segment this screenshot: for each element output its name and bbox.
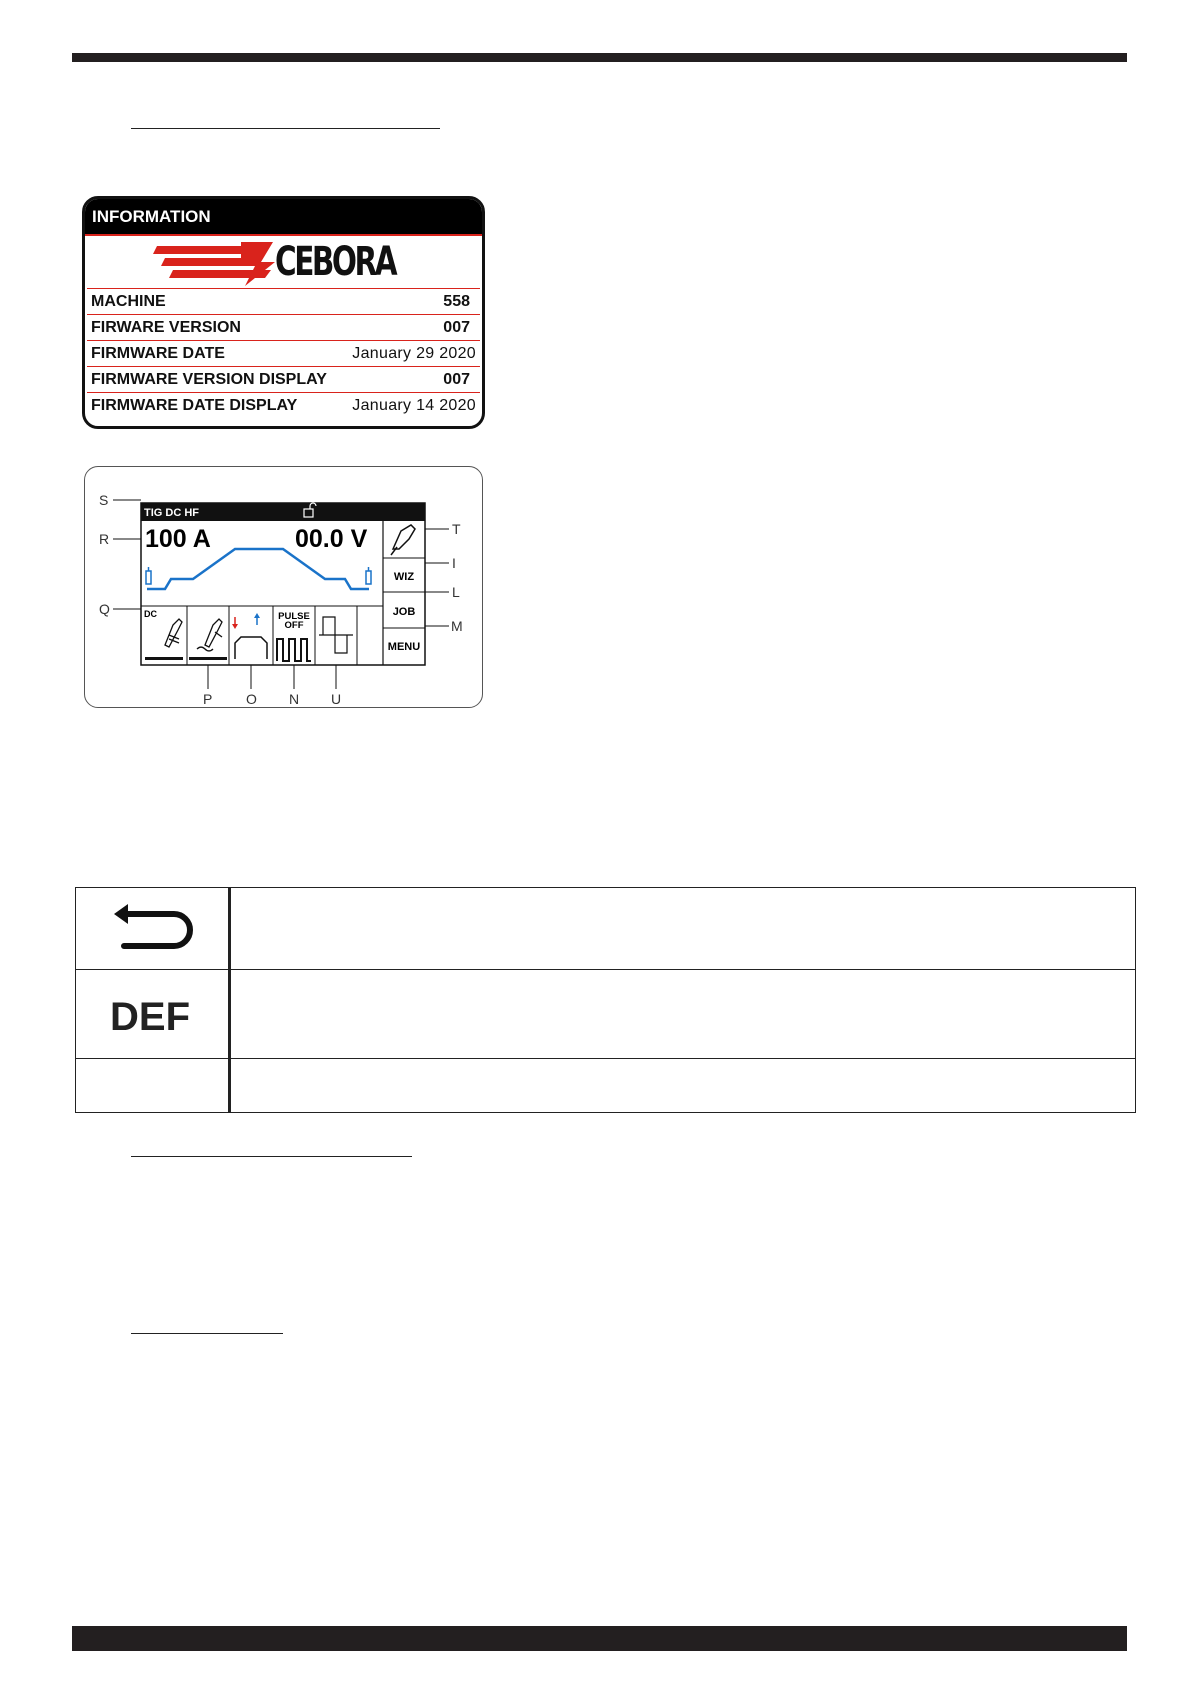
function-table (75, 887, 1136, 1113)
menu-button[interactable]: MENU (387, 641, 421, 653)
job-button[interactable]: JOB (392, 606, 416, 618)
info-row-firmware-date (87, 340, 480, 367)
info-row-firmware-date-display (87, 392, 480, 419)
logo-wordmark: CEBORA (275, 239, 396, 285)
lcd-mode-title: TIG DC HF (144, 507, 199, 519)
info-row-firmware-version (87, 314, 480, 341)
callout-s: S (99, 492, 109, 508)
pulse-off-label: OFF (284, 620, 304, 631)
information-panel (82, 196, 485, 429)
callout-p: P (203, 691, 213, 707)
callout-r: R (99, 531, 110, 547)
dc-label: DC (144, 609, 157, 619)
callout-i: I (452, 555, 456, 571)
callout-l: L (452, 584, 460, 600)
info-row-machine (87, 288, 480, 315)
callout-q: Q (99, 601, 110, 617)
info-row-firmware-version-display (87, 366, 480, 393)
row-value: 007 (443, 371, 470, 388)
row-label: FIRMWARE DATE DISPLAY (91, 397, 298, 414)
cebora-logo (85, 236, 482, 288)
lcd-diagram (85, 467, 484, 709)
row-divider (76, 1058, 1135, 1059)
voltage-readout: 00.0 V (295, 525, 368, 553)
wiz-button[interactable]: WIZ (393, 571, 415, 583)
callout-o: O (246, 691, 257, 707)
row-label: FIRMWARE DATE (91, 345, 225, 362)
back-arrow-icon[interactable] (112, 902, 196, 954)
row-value: 558 (443, 293, 470, 310)
callout-u: U (331, 691, 342, 707)
row-label: MACHINE (91, 293, 166, 310)
callout-n: N (289, 691, 300, 707)
current-readout: 100 A (145, 525, 211, 553)
pulse-label: PULSE (278, 611, 310, 622)
callout-m: M (451, 618, 463, 634)
row-value: 007 (443, 319, 470, 336)
row-value: January 14 2020 (352, 397, 476, 414)
heading-rule (131, 128, 440, 129)
row-label: FIRWARE VERSION (91, 319, 241, 336)
info-header: INFORMATION (85, 199, 482, 236)
column-divider (228, 888, 231, 1112)
callout-t: T (452, 521, 461, 537)
row-divider (76, 969, 1135, 970)
lcd-diagram-frame (84, 466, 483, 708)
row-value: January 29 2020 (352, 345, 476, 362)
header-bar (72, 53, 1127, 62)
footer-bar (72, 1626, 1127, 1651)
heading-rule (131, 1156, 412, 1157)
heading-rule (131, 1333, 283, 1334)
def-symbol: DEF (110, 995, 190, 1039)
row-label: FIRMWARE VERSION DISPLAY (91, 371, 327, 388)
